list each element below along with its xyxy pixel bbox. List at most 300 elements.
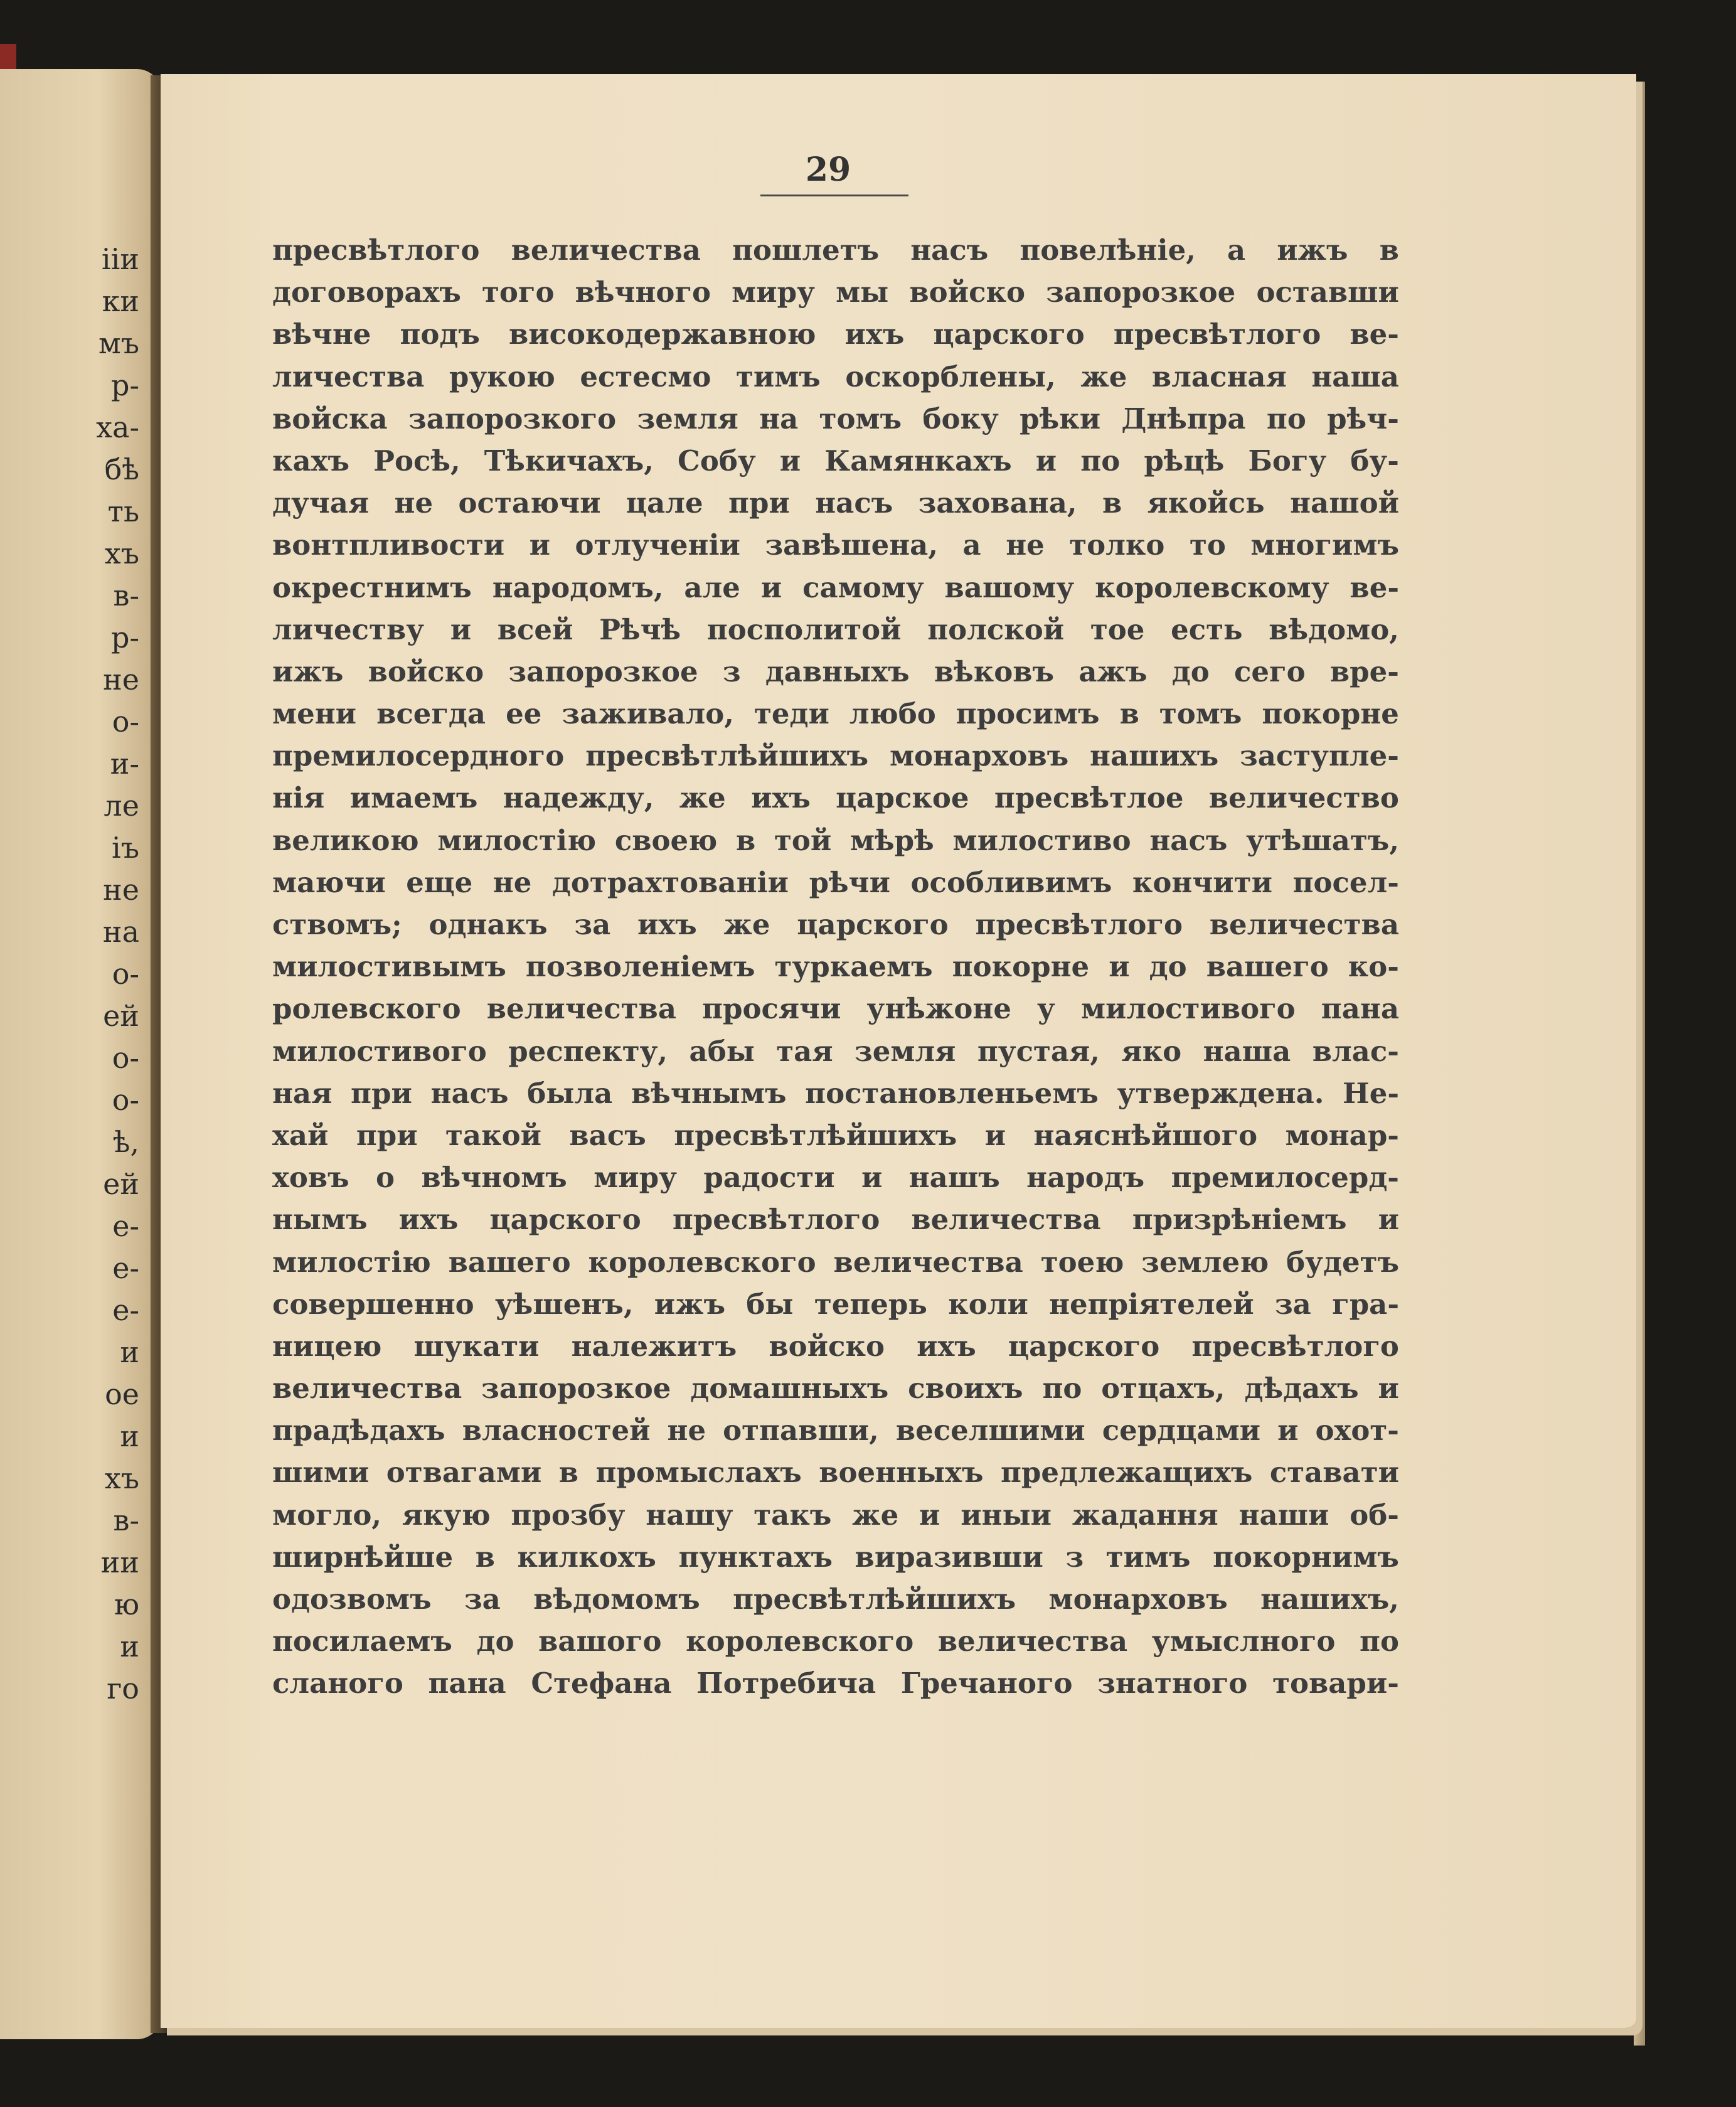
text-line bbox=[272, 609, 1399, 651]
word: домашныхъ bbox=[690, 1372, 889, 1406]
left-page-line: ю bbox=[114, 1587, 139, 1621]
word: пошлетъ bbox=[732, 233, 880, 267]
left-page-line: о- bbox=[112, 1041, 139, 1075]
word: своихъ bbox=[908, 1372, 1023, 1406]
word: вѣчне bbox=[272, 317, 371, 351]
word: цале bbox=[626, 486, 703, 520]
word: то bbox=[1189, 528, 1226, 562]
word: есть bbox=[1171, 612, 1243, 646]
word: якую bbox=[402, 1498, 491, 1532]
word: земля bbox=[637, 402, 738, 435]
word: ихъ bbox=[398, 1203, 459, 1237]
word: охот- bbox=[1315, 1414, 1399, 1448]
word: ная bbox=[272, 1076, 333, 1110]
word: кончити bbox=[1132, 865, 1272, 899]
word: вонтпливости bbox=[272, 528, 505, 562]
word: респекту, bbox=[508, 1034, 668, 1068]
word: наши bbox=[1238, 1498, 1329, 1532]
word: не bbox=[1006, 528, 1045, 562]
word: позволеніемъ bbox=[525, 950, 755, 984]
word: запорозкого bbox=[408, 402, 617, 435]
word: вѣковъ bbox=[934, 654, 1055, 688]
word: ствомъ; bbox=[272, 908, 402, 941]
text-line bbox=[272, 567, 1399, 609]
word: оставши bbox=[1256, 275, 1399, 309]
word: договорахъ bbox=[272, 275, 461, 309]
word: мѣрѣ bbox=[849, 823, 934, 857]
text-line bbox=[272, 777, 1399, 819]
left-page-line: ей bbox=[103, 1167, 139, 1201]
word: власная bbox=[1151, 360, 1287, 393]
text-line bbox=[272, 1578, 1399, 1620]
word: ихъ bbox=[637, 908, 697, 941]
word: повелѣніе, bbox=[1020, 233, 1196, 267]
word: отлученіи bbox=[575, 528, 740, 562]
word: величества bbox=[1209, 908, 1399, 941]
word: за bbox=[464, 1582, 501, 1616]
word: тое bbox=[1090, 612, 1145, 646]
word: пустая, bbox=[977, 1034, 1100, 1068]
word: величества bbox=[272, 1372, 462, 1406]
word: а bbox=[1227, 233, 1246, 267]
word: але bbox=[684, 570, 740, 604]
text-line bbox=[272, 693, 1399, 735]
word: покорнимъ bbox=[1213, 1540, 1399, 1574]
word: покорне bbox=[952, 950, 1090, 984]
word: вѣдомо, bbox=[1269, 612, 1399, 646]
word: хай bbox=[272, 1118, 329, 1152]
text-line bbox=[272, 1409, 1399, 1451]
word: Тѣкичахъ, bbox=[484, 444, 654, 477]
left-page-line: в- bbox=[113, 579, 139, 612]
word: нымъ bbox=[272, 1203, 368, 1237]
word: дотрахтованіи bbox=[551, 865, 789, 899]
word: постановленьемъ bbox=[805, 1076, 1099, 1110]
word: заступле- bbox=[1240, 739, 1399, 773]
word: промыслахъ bbox=[595, 1456, 802, 1490]
word: Днѣпра bbox=[1121, 402, 1246, 435]
text-line bbox=[272, 1620, 1399, 1662]
word: войско bbox=[909, 275, 1025, 309]
word: предлежащихъ bbox=[1000, 1456, 1253, 1490]
word: нашу bbox=[646, 1498, 733, 1532]
word: толко bbox=[1069, 528, 1165, 562]
word: вѣдомомъ bbox=[533, 1582, 700, 1616]
word: земля bbox=[855, 1034, 956, 1068]
word: запорозкое bbox=[1046, 275, 1236, 309]
word: виразивши bbox=[855, 1540, 1043, 1574]
word: тимъ bbox=[735, 360, 821, 393]
word: царского bbox=[933, 317, 1085, 351]
word: всегда bbox=[376, 697, 486, 731]
word: пресвѣтлого bbox=[1191, 1329, 1399, 1363]
word: пресвѣтлѣйшихъ bbox=[733, 1582, 1016, 1616]
word: царского bbox=[1008, 1329, 1160, 1363]
left-page-line: е- bbox=[112, 1209, 139, 1243]
word: по bbox=[1042, 1372, 1082, 1406]
word: монар- bbox=[1285, 1118, 1399, 1152]
body-text bbox=[272, 229, 1399, 1705]
text-line bbox=[272, 229, 1399, 271]
word: тая bbox=[776, 1034, 833, 1068]
word: и bbox=[1109, 950, 1130, 984]
word: отцахъ, bbox=[1101, 1372, 1225, 1406]
word: ставати bbox=[1269, 1456, 1399, 1490]
word: Рѣчѣ bbox=[599, 612, 681, 646]
word: по bbox=[1360, 1624, 1399, 1658]
word: дучая bbox=[272, 486, 370, 520]
text-line bbox=[272, 398, 1399, 440]
word: просимъ bbox=[956, 697, 1100, 731]
word: нашихъ, bbox=[1260, 1582, 1399, 1616]
word: народомъ, bbox=[492, 570, 664, 604]
word: народъ bbox=[1026, 1161, 1145, 1195]
word: и bbox=[861, 1161, 883, 1195]
word: туркаемъ bbox=[774, 950, 933, 984]
word: боку bbox=[922, 402, 999, 435]
text-line bbox=[272, 313, 1399, 355]
word: не bbox=[493, 865, 532, 899]
word: запорозкое bbox=[508, 654, 698, 688]
word: надежду, bbox=[503, 781, 654, 815]
word: високодержавною bbox=[508, 317, 816, 351]
word: естесмо bbox=[580, 360, 711, 393]
page-number-rule bbox=[760, 195, 908, 196]
text-line bbox=[272, 356, 1399, 398]
word: и bbox=[779, 444, 801, 477]
word: з bbox=[1065, 1540, 1084, 1574]
word: рѣки bbox=[1020, 402, 1101, 435]
word: милостивого bbox=[1080, 992, 1296, 1026]
text-line bbox=[272, 988, 1399, 1030]
word: влас- bbox=[1312, 1034, 1399, 1068]
word: жадання bbox=[1072, 1498, 1218, 1532]
word: просячи bbox=[702, 992, 841, 1026]
word: милостиво bbox=[952, 823, 1131, 857]
text-line bbox=[272, 524, 1399, 566]
word: и bbox=[1277, 1414, 1299, 1448]
word: величества bbox=[833, 1245, 1023, 1279]
text-line bbox=[272, 1367, 1399, 1409]
word: до bbox=[1149, 950, 1187, 984]
word: томъ bbox=[1159, 697, 1242, 731]
word: уѣшенъ, bbox=[494, 1287, 634, 1321]
word: завѣшена, bbox=[765, 528, 938, 562]
word: тоею bbox=[1040, 1245, 1124, 1279]
word: Камянкахъ bbox=[824, 444, 1012, 477]
word: в bbox=[735, 823, 756, 857]
word: ихъ bbox=[751, 781, 811, 815]
left-page-line: не bbox=[103, 663, 139, 696]
word: вашого bbox=[538, 1624, 662, 1658]
text-line bbox=[272, 1451, 1399, 1493]
text-line bbox=[272, 1283, 1399, 1325]
word: ховъ bbox=[272, 1161, 349, 1195]
left-page-line: о- bbox=[112, 705, 139, 739]
word: наяснѣйшого bbox=[1033, 1118, 1258, 1152]
word: личеству bbox=[272, 612, 425, 646]
word: пресвѣтлѣйшихъ bbox=[674, 1118, 957, 1152]
word: величества bbox=[911, 1203, 1101, 1237]
page-number: 29 bbox=[805, 151, 851, 189]
text-line bbox=[272, 946, 1399, 988]
word: и bbox=[450, 612, 472, 646]
word: же bbox=[1080, 360, 1127, 393]
word: монарховъ bbox=[1048, 1582, 1228, 1616]
word: величество bbox=[1208, 781, 1399, 815]
word: войска bbox=[272, 402, 388, 435]
left-page-line: е- bbox=[112, 1251, 139, 1285]
word: унѣжоне bbox=[866, 992, 1011, 1026]
word: могло, bbox=[272, 1498, 382, 1532]
left-page-line: мъ bbox=[98, 326, 139, 360]
word: своею bbox=[614, 823, 718, 857]
word: ко- bbox=[1348, 950, 1399, 984]
word: захована, bbox=[918, 486, 1077, 520]
word: належитъ bbox=[571, 1329, 737, 1363]
word: нашой bbox=[1290, 486, 1399, 520]
text-line bbox=[272, 440, 1399, 482]
word: ницею bbox=[272, 1329, 382, 1363]
book-cover-edge bbox=[0, 44, 16, 69]
word: окрестнимъ bbox=[272, 570, 472, 604]
word: монарховъ bbox=[889, 739, 1069, 773]
left-page-line: ое bbox=[105, 1377, 139, 1411]
word: царского bbox=[797, 908, 949, 941]
word: за bbox=[574, 908, 611, 941]
word: товари- bbox=[1272, 1667, 1399, 1700]
word: премилосерд- bbox=[1171, 1161, 1399, 1195]
word: одозвомъ bbox=[272, 1582, 432, 1616]
word: прозбу bbox=[511, 1498, 626, 1532]
word: тимъ bbox=[1105, 1540, 1191, 1574]
text-line bbox=[272, 651, 1399, 693]
text-line bbox=[272, 482, 1399, 524]
word: абы bbox=[689, 1034, 755, 1068]
word: запорозкое bbox=[481, 1372, 671, 1406]
word: яко bbox=[1121, 1034, 1182, 1068]
word: рѣцѣ bbox=[1144, 444, 1225, 477]
word: вѣчнымъ bbox=[631, 1076, 787, 1110]
word: умыслного bbox=[1151, 1624, 1336, 1658]
word: ее bbox=[506, 697, 542, 731]
word: имаемъ bbox=[349, 781, 478, 815]
text-line bbox=[272, 1536, 1399, 1578]
text-line bbox=[272, 1325, 1399, 1367]
word: в bbox=[1119, 697, 1139, 731]
word: утѣшатъ, bbox=[1246, 823, 1399, 857]
left-page-line: о- bbox=[112, 1083, 139, 1117]
word: прадѣдахъ bbox=[272, 1414, 445, 1448]
word: нашихъ bbox=[1090, 739, 1219, 773]
word: томъ bbox=[819, 402, 902, 435]
word: Собу bbox=[678, 444, 756, 477]
word: вѣчномъ bbox=[421, 1161, 567, 1195]
word: вашому bbox=[944, 570, 1075, 604]
text-line bbox=[272, 1662, 1399, 1704]
word: пресвѣтлѣйшихъ bbox=[585, 739, 869, 773]
word: же bbox=[723, 908, 770, 941]
word: ве- bbox=[1350, 317, 1399, 351]
word: величества bbox=[486, 992, 676, 1026]
word: ширнѣйше bbox=[272, 1540, 454, 1574]
word: величества bbox=[937, 1624, 1128, 1658]
word: у bbox=[1037, 992, 1055, 1026]
word: шукати bbox=[413, 1329, 540, 1363]
word: при bbox=[728, 486, 790, 520]
word: милостивого bbox=[272, 1034, 487, 1068]
word: ажъ bbox=[1078, 654, 1148, 688]
left-page-line: іъ bbox=[112, 831, 139, 865]
word: насъ bbox=[910, 233, 989, 267]
word: иныи bbox=[961, 1498, 1052, 1532]
word: премилосердного bbox=[272, 739, 565, 773]
word: Гречаного bbox=[900, 1667, 1073, 1700]
word: ижъ bbox=[1277, 233, 1348, 267]
word: в bbox=[475, 1540, 495, 1574]
word: царского bbox=[489, 1203, 641, 1237]
text-line bbox=[272, 1072, 1399, 1114]
word: самому bbox=[802, 570, 924, 604]
word: величества bbox=[511, 233, 701, 267]
word: пресвѣтлого bbox=[1113, 317, 1321, 351]
word: коли bbox=[948, 1287, 1028, 1321]
word: королевского bbox=[686, 1624, 914, 1658]
word: сего bbox=[1233, 654, 1306, 688]
text-line bbox=[272, 904, 1399, 946]
word: такъ bbox=[754, 1498, 832, 1532]
left-page-line: ии bbox=[100, 1545, 139, 1579]
left-page-line: ки bbox=[102, 284, 139, 318]
left-page-line: не bbox=[103, 873, 139, 907]
word: войско bbox=[368, 654, 484, 688]
word: ижъ bbox=[272, 654, 344, 688]
word: до bbox=[1171, 654, 1210, 688]
word: Потребича bbox=[696, 1667, 876, 1700]
left-page-line: и bbox=[120, 1335, 139, 1369]
word: при bbox=[356, 1118, 418, 1152]
word: и bbox=[1035, 444, 1057, 477]
word: Росѣ, bbox=[373, 444, 461, 477]
word: покорне bbox=[1262, 697, 1399, 731]
word: той bbox=[774, 823, 832, 857]
word: наша bbox=[1311, 360, 1399, 393]
text-line bbox=[272, 735, 1399, 777]
word: не bbox=[667, 1414, 706, 1448]
word: рѣчи bbox=[809, 865, 890, 899]
word: наша bbox=[1203, 1034, 1291, 1068]
left-page-line: в- bbox=[113, 1503, 139, 1537]
word: в bbox=[1379, 233, 1399, 267]
text-line bbox=[272, 271, 1399, 313]
word: по bbox=[1266, 402, 1306, 435]
word: за bbox=[1274, 1287, 1311, 1321]
word: и bbox=[760, 570, 782, 604]
word: такой bbox=[445, 1118, 541, 1152]
word: пресвѣтлое bbox=[994, 781, 1184, 815]
word: пана bbox=[1321, 992, 1399, 1026]
word: кахъ bbox=[272, 444, 350, 477]
word: любо bbox=[849, 697, 936, 731]
word: посполитой bbox=[706, 612, 902, 646]
left-page-text bbox=[0, 238, 151, 1710]
word: теди bbox=[754, 697, 829, 731]
word: сердцами bbox=[1102, 1414, 1261, 1448]
left-page-line: ха- bbox=[96, 410, 139, 444]
word: пана bbox=[428, 1667, 506, 1700]
word: милостію bbox=[437, 823, 597, 857]
word: сланого bbox=[272, 1667, 403, 1700]
word: была bbox=[527, 1076, 613, 1110]
left-page-line: р- bbox=[111, 368, 139, 402]
word: вре- bbox=[1329, 654, 1399, 688]
left-page-line: хъ bbox=[104, 536, 139, 570]
word: утверждена. bbox=[1117, 1076, 1324, 1110]
text-line bbox=[272, 1494, 1399, 1536]
word: вѣчного bbox=[575, 275, 711, 309]
word: призрѣніемъ bbox=[1132, 1203, 1347, 1237]
word: королевскому bbox=[1095, 570, 1329, 604]
word: ижъ bbox=[654, 1287, 726, 1321]
word: ролевского bbox=[272, 992, 461, 1026]
word: того bbox=[482, 275, 555, 309]
word: и bbox=[1378, 1372, 1399, 1406]
word: заживало, bbox=[562, 697, 734, 731]
word: однакъ bbox=[429, 908, 548, 941]
word: вашего bbox=[1206, 950, 1329, 984]
left-page-line: и- bbox=[110, 747, 139, 781]
word: насъ bbox=[430, 1076, 509, 1110]
word: будетъ bbox=[1286, 1245, 1399, 1279]
word: землею bbox=[1141, 1245, 1269, 1279]
word: в bbox=[1102, 486, 1122, 520]
left-page-line: бѣ bbox=[104, 452, 139, 486]
word: миру bbox=[732, 275, 815, 309]
word: в bbox=[558, 1456, 578, 1490]
text-line bbox=[272, 1114, 1399, 1156]
word: насъ bbox=[1149, 823, 1228, 857]
text-line bbox=[272, 1030, 1399, 1072]
word: милостивымъ bbox=[272, 950, 506, 984]
word: нія bbox=[272, 781, 325, 815]
word: Стефана bbox=[531, 1667, 672, 1700]
word: же bbox=[679, 781, 726, 815]
left-page-line: ле bbox=[104, 789, 139, 823]
word: об- bbox=[1350, 1498, 1399, 1532]
text-line bbox=[272, 1241, 1399, 1283]
word: оскорблены, bbox=[845, 360, 1056, 393]
word: многимъ bbox=[1250, 528, 1399, 562]
word: еще bbox=[406, 865, 473, 899]
word: якойсь bbox=[1147, 486, 1265, 520]
word: маючи bbox=[272, 865, 386, 899]
left-page bbox=[0, 69, 162, 2039]
left-page-line: и bbox=[120, 1419, 139, 1453]
word: вашего bbox=[448, 1245, 571, 1279]
word: о bbox=[376, 1161, 395, 1195]
word: нашъ bbox=[908, 1161, 1000, 1195]
word: теперь bbox=[814, 1287, 927, 1321]
word: военныхъ bbox=[819, 1456, 984, 1490]
word: дѣдахъ bbox=[1244, 1372, 1359, 1406]
word: гра- bbox=[1332, 1287, 1399, 1321]
word: Богу bbox=[1248, 444, 1327, 477]
left-page-line: го bbox=[107, 1672, 139, 1705]
word: веселшими bbox=[895, 1414, 1085, 1448]
text-line bbox=[272, 1198, 1399, 1240]
word: отвагами bbox=[386, 1456, 542, 1490]
word: радости bbox=[703, 1161, 835, 1195]
